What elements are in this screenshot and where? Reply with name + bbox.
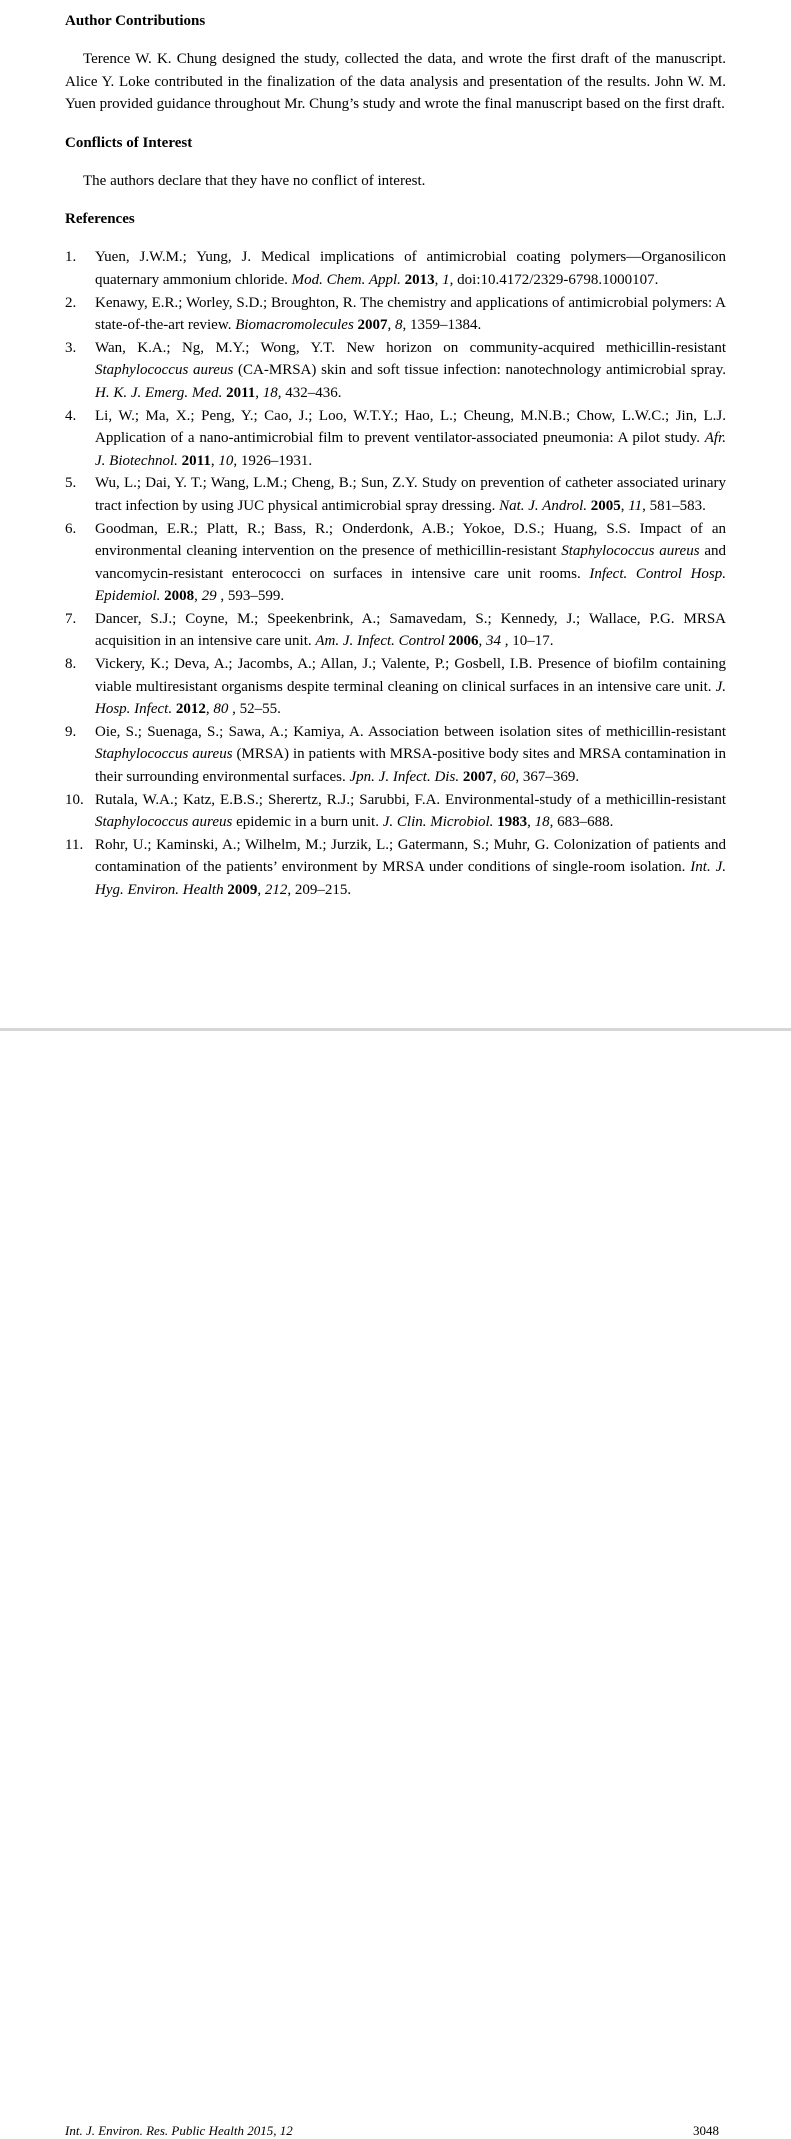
reference-italic-text: 18 [534,814,550,831]
reference-item [65,292,726,337]
reference-item [65,789,726,834]
reference-text: , 1359–1384. [402,317,482,334]
reference-italic-text: Jpn. J. Infect. Dis. [349,769,460,786]
reference-text: , 432–436. [277,384,342,401]
reference-italic-text: Am. J. Infect. Control [315,633,445,650]
reference-italic-text: Mod. Chem. Appl. [291,271,401,288]
reference-list [65,246,726,901]
reference-year: 2005 [590,497,621,514]
author-contributions-text: Terence W. K. Chung designed the study, collected the data, and wrote the first draft of the manuscript. Alice Y. Loke contributed in the finalization of the data analysis and presentation of the results. John W. M. Yuen provided guidance throughout Mr. Chung’s study and wrote the final manuscript based on the first draft. [65,51,726,113]
reference-number: 8. [65,656,77,673]
reference-italic-text: 80 [213,701,229,718]
reference-italic-text: Afr. J. Biotechnol. [95,430,726,469]
reference-text: Vickery, K.; Deva, A.; Jacombs, A.; Allan, J.; Valente, P.; Gosbell, I.B. Presence of biofilm containing viable multiresistant organisms despite terminal cleaning on clinical surfaces in an intensive care unit. [95,656,726,695]
reference-year: 2012 [175,701,206,718]
reference-italic-text: 10 [218,452,234,469]
reference-number: 5. [65,475,77,492]
reference-text: , [620,497,629,514]
reference-year: 2006 [448,633,479,650]
reference-italic-text: 212 [264,882,288,898]
reference-italic-text: H. K. J. Emerg. Med. [95,384,223,401]
reference-italic-text: 60 [500,769,516,786]
reference-text: , [257,882,265,898]
reference-italic-text: 18 [262,384,278,401]
reference-year: 2008 [164,588,195,605]
reference-text: (CA-MRSA) skin and soft tissue infection: nanotechnology antimicrobial spray. [233,362,726,379]
reference-item [65,518,726,608]
reference-text: Rohr, U.; Kaminski, A.; Wilhelm, M.; Jurzik, L.; Gatermann, S.; Muhr, G. Colonization of patients and contamination of the patients’ environment by MRSA under conditions of single-room isolation. [95,836,726,876]
author-contributions-heading: Author Contributions [65,13,206,29]
reference-text: , 367–369. [515,769,580,786]
reference-year: 2007 [462,769,493,786]
reference-text: Li, W.; Ma, X.; Peng, Y.; Cao, J.; Loo, W.T.Y.; Hao, L.; Cheung, M.N.B.; Chow, L.W.C.; Jin, L.J. Application of a nano-antimicrobial film to prevent ventilator-associated pneumonia: A pilot study. [95,407,726,447]
reference-text: , [492,769,501,786]
reference-italic-text: 29 [201,588,217,605]
reference-number: 1. [65,249,77,266]
reference-text: , 52–55. [228,701,281,718]
reference-text: , 593–599. [216,588,285,605]
references-heading: References [65,211,135,228]
footer-journal: Int. J. Environ. Res. Public Health 2015, 12 [65,2123,293,2138]
reference-item [65,834,726,902]
reference-italic-text: Staphylococcus aureus [95,362,234,379]
reference-number: 9. [65,723,77,740]
reference-text: , [210,452,219,469]
reference-text: Rutala, W.A.; Katz, E.B.S.; Sherertz, R.J.; Sarubbi, F.A. Environmental-study of a methicillin-resistant [95,791,726,808]
reference-text: Wan, K.A.; Ng, M.Y.; Wong, Y.T. New horizon on community-acquired methicillin-resistant [95,339,726,356]
reference-italic-text: 1 [442,271,450,288]
next-page-area [0,1031,791,2138]
reference-text: (MRSA) in patients with MRSA-positive body sites and MRSA contamination in their surrounding environmental surfaces. [95,746,726,786]
reference-year: 2013 [404,271,435,288]
reference-italic-text: Staphylococcus aureus [95,814,233,831]
footer-page-number: 3048 [693,2123,719,2138]
reference-text: , [194,588,202,605]
reference-text: , 683–688. [549,814,614,831]
reference-text: , [434,271,443,288]
reference-text: and vancomycin-resistant enterococci on surfaces in intensive care unit rooms. [95,543,726,582]
reference-text: , 10–17. [501,633,554,650]
reference-number: 4. [65,407,77,424]
reference-text: Dancer, S.J.; Coyne, M.; Speekenbrink, A.; Samavedam, S.; Kennedy, J.; Wallace, P.G. MRSA acquisition in an intensive care unit. [95,610,726,650]
reference-italic-text: Biomacromolecules [235,317,354,334]
reference-text: Wu, L.; Dai, Y. T.; Wang, L.M.; Cheng, B.; Sun, Z.Y. Study on prevention of catheter associated urinary tract infection by using JUC physical antimicrobial spray dressing. [95,475,726,514]
reference-item [65,246,726,291]
reference-text: Yuen, J.W.M.; Yung, J. Medical implications of antimicrobial coating polymers—Organosilicon quaternary ammonium chloride. [95,249,726,288]
conflicts-heading: Conflicts of Interest [65,134,193,151]
reference-italic-text: J. Clin. Microbiol. [382,814,494,831]
reference-text: Kenawy, E.R.; Worley, S.D.; Broughton, R. The chemistry and applications of antimicrobial polymers: A state-of-the-art review. [95,294,726,334]
reference-text: Oie, S.; Suenaga, S.; Sawa, A.; Kamiya, A. Association between isolation sites of methicillin-resistant [95,723,726,740]
reference-year: 2007 [357,317,388,334]
reference-item [65,337,726,405]
reference-number: 11. [65,836,84,853]
reference-year: 2011 [226,384,256,401]
document-page [0,0,791,1030]
reference-italic-text: J. Hosp. Infect. [95,678,726,718]
reference-item [65,405,726,473]
reference-item [65,608,726,653]
reference-text: , [387,317,396,334]
reference-italic-text: 8 [395,317,403,334]
reference-year: 1983 [497,814,528,831]
reference-number: 7. [65,610,77,627]
reference-number: 3. [65,339,77,356]
page-content [65,10,726,902]
reference-italic-text: Staphylococcus aureus [561,543,700,560]
reference-text: , [205,701,214,718]
reference-year: 2009 [227,882,258,898]
reference-number: 10. [65,791,84,808]
reference-italic-text: Nat. J. Androl. [499,497,588,514]
conflicts-text: The authors declare that they have no conflict of interest. [83,172,426,189]
reference-text: , [527,814,535,831]
reference-item [65,721,726,789]
reference-italic-text: 34 [486,633,502,650]
reference-text: , [255,384,263,401]
reference-number: 2. [65,294,77,311]
reference-italic-text: Staphylococcus aureus [95,746,233,763]
reference-item [65,653,726,721]
reference-italic-text: 11 [628,497,643,514]
reference-text: , 209–215. [287,882,352,898]
reference-italic-text: Int. J. Hyg. Environ. Health [95,859,726,898]
reference-number: 6. [65,520,77,537]
reference-italic-text: Infect. Control Hosp. Epidemiol. [95,565,727,605]
reference-text: , 1926–1931. [233,452,313,469]
reference-text: , 581–583. [642,497,706,514]
reference-item [65,472,726,517]
reference-year: 2011 [181,452,211,469]
reference-text: Goodman, E.R.; Platt, R.; Bass, R.; Onderdonk, A.B.; Yokoe, D.S.; Huang, S.S. Impact of an environmental cleaning intervention on the presence of methicillin-resistant [95,520,726,560]
reference-text: , doi:10.4172/2329-6798.1000107. [449,271,659,288]
reference-text: epidemic in a burn unit. [232,814,383,831]
reference-text: , [478,633,487,650]
